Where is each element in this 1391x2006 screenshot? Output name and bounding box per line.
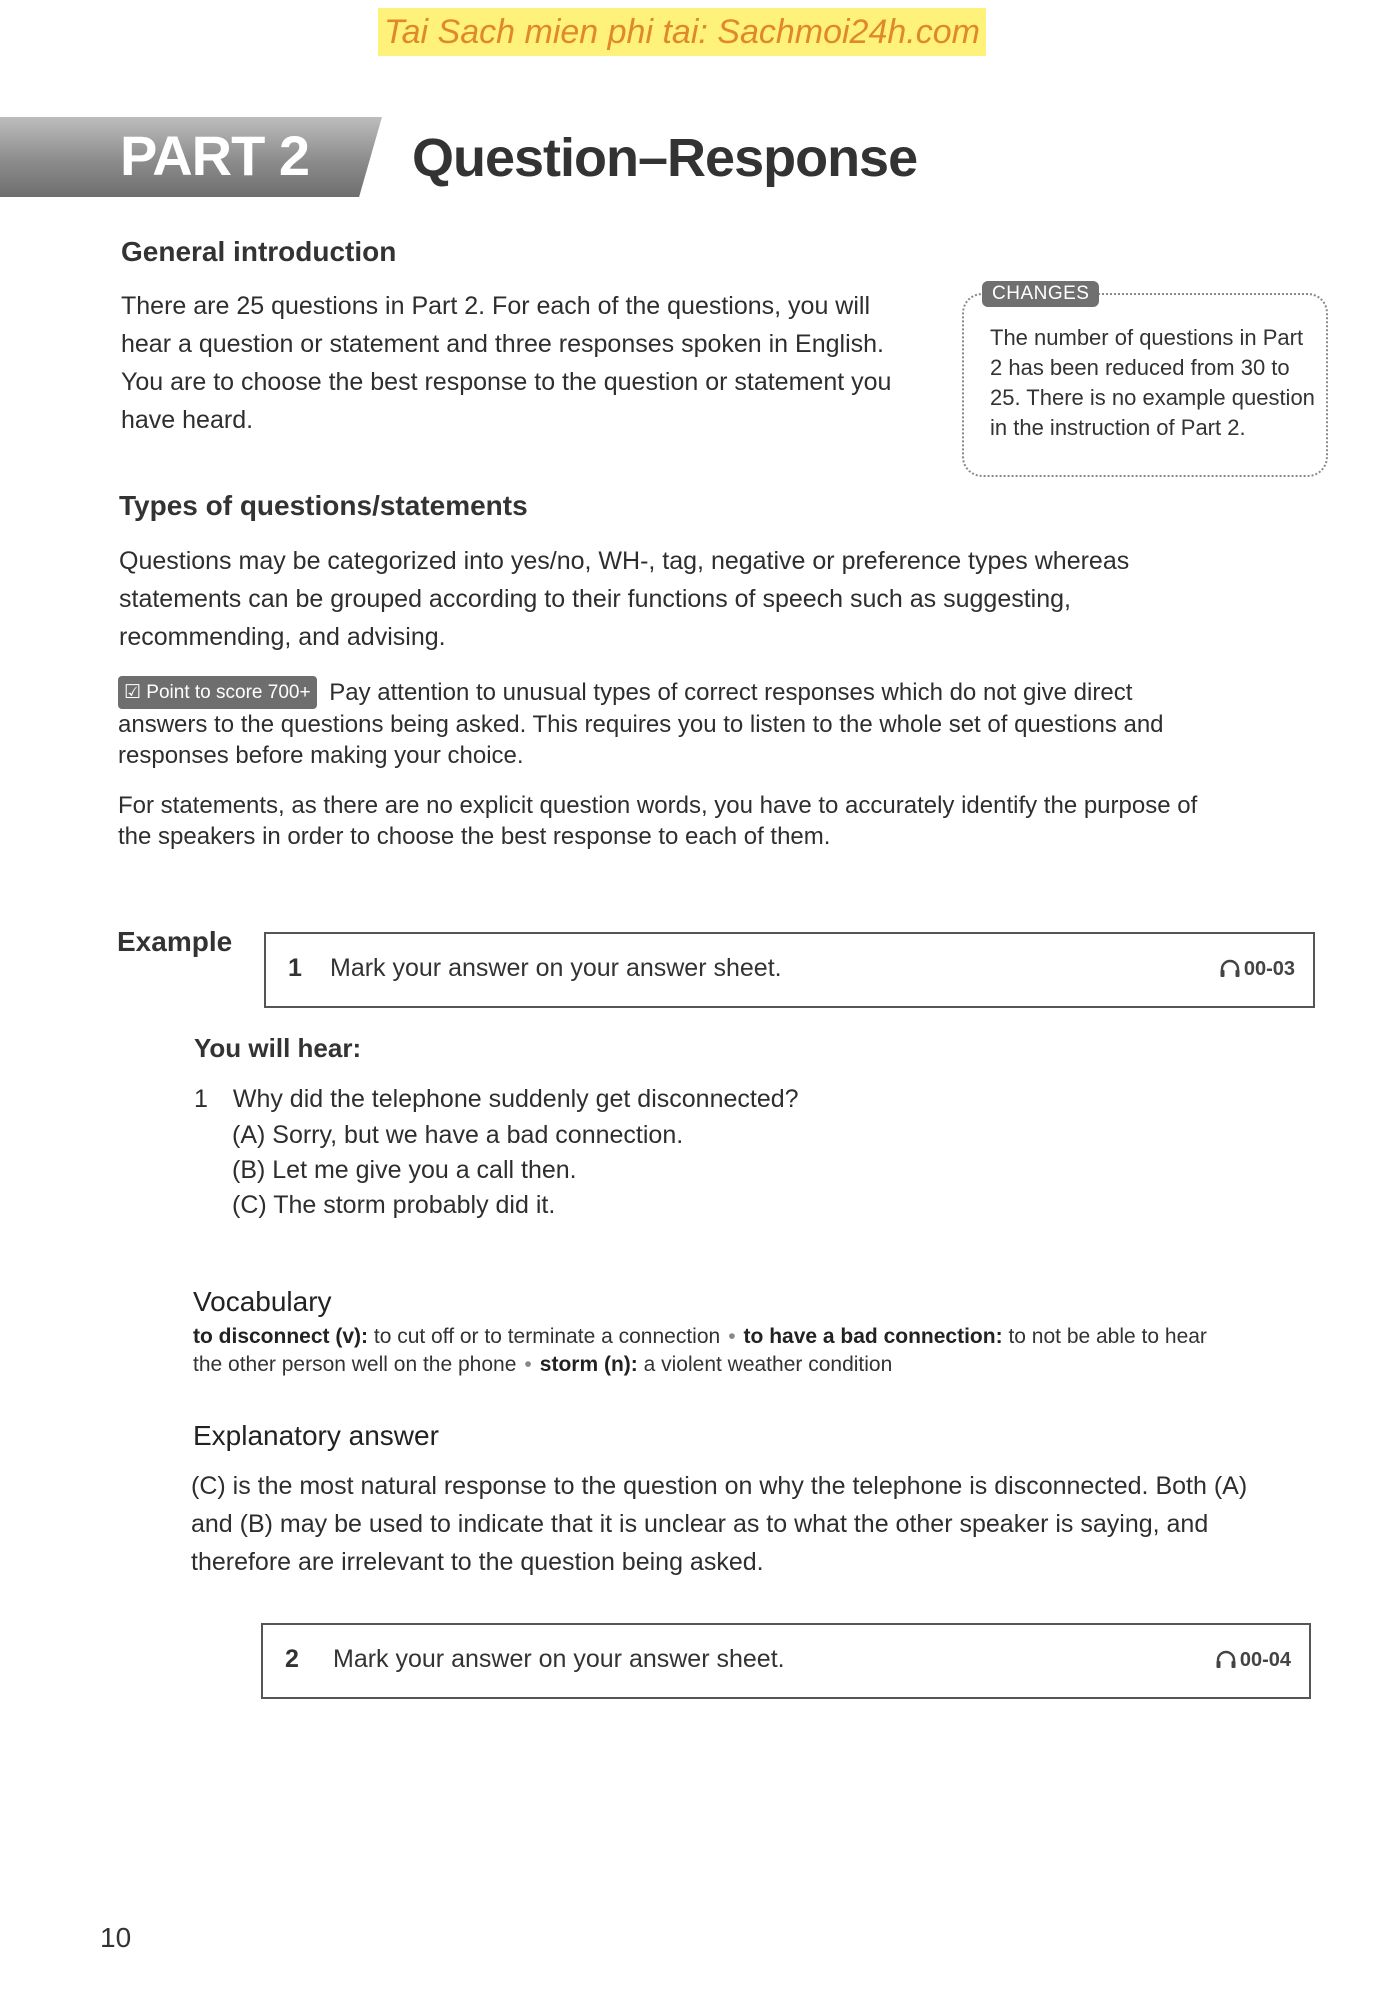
vocab-def: to not be able to hear [1008,1325,1207,1348]
changes-line: 2 has been reduced from 30 to [990,355,1290,380]
question-text: Why did the telephone suddenly get disconnected? [232,1085,799,1113]
vocab-def: a violent weather condition [643,1353,893,1376]
answer-instruction: Mark your answer on your answer sheet. [333,1645,785,1673]
vocab-def: to cut off or to terminate a connection [373,1325,721,1348]
types-paragraph [119,542,1319,656]
statements-line: For statements, as there are no explicit question words, you have to accurately identify the purpose of [118,792,1198,819]
explanatory-line: and (B) may be used to indicate that it is unclear as to what the other speaker is saying, and [191,1510,1209,1538]
bullet-separator: • [524,1353,532,1376]
changes-line: in the instruction of Part 2. [990,415,1246,440]
types-line: Questions may be categorized into yes/no, WH-, tag, negative or preference types whereas [119,547,1130,575]
tip-line: responses before making your choice. [118,742,524,769]
score-badge: ☑ Point to score 700+ [118,676,317,709]
explanatory-line: therefore are irrelevant to the question being asked. [191,1548,764,1576]
changes-text [990,323,1320,443]
option-a: (A) Sorry, but we have a bad connection. [232,1121,684,1149]
tip-paragraph [118,676,1338,771]
example-label: Example [117,926,233,957]
answer-number: 2 [285,1645,299,1673]
watermark-banner: Tai Sach mien phi tai: Sachmoi24h.com [378,8,986,56]
vocabulary-heading: Vocabulary [193,1286,332,1317]
vocabulary-list [193,1323,1323,1379]
statements-paragraph [118,790,1338,852]
vocab-term: to disconnect (v): [193,1325,369,1348]
changes-line: The number of questions in Part [990,325,1304,350]
bullet-separator: • [728,1325,736,1348]
track-number: 00-03 [1243,958,1295,980]
example-question [194,1080,1094,1223]
tip-line: answers to the questions being asked. This requires you to listen to the whole set of questions and [118,711,1164,738]
options-list [232,1118,1094,1223]
page-title: Question–Response [412,128,918,188]
answer-instruction: Mark your answer on your answer sheet. [330,954,782,982]
audio-track[interactable] [1215,1649,1291,1672]
changes-line: 25. There is no example question [990,385,1315,410]
question-number: 1 [194,1085,208,1113]
intro-line: hear a question or statement and three responses spoken in English. [121,330,884,358]
types-line: statements can be grouped according to their functions of speech such as suggesting, [119,585,1071,613]
types-line: recommending, and advising. [119,623,446,651]
headphones-icon [1219,959,1241,979]
intro-line: have heard. [121,406,254,434]
types-heading: Types of questions/statements [119,490,528,521]
explanatory-line: (C) is the most natural response to the question on why the telephone is disconnected. Both (A) [191,1472,1248,1500]
explanatory-paragraph [191,1467,1331,1581]
headphones-icon [1215,1650,1237,1670]
track-number: 00-04 [1239,1649,1291,1671]
explanatory-heading: Explanatory answer [193,1420,439,1451]
vocab-term: storm (n): [539,1353,638,1376]
answer-box-1 [264,932,1315,1008]
intro-paragraph [121,287,961,439]
tip-first-line: Pay attention to unusual types of correct responses which do not give direct [329,679,1133,706]
vocab-def: the other person well on the phone [193,1353,517,1376]
intro-line: You are to choose the best response to the question or statement you [121,368,892,396]
answer-number: 1 [288,954,302,982]
intro-heading: General introduction [121,236,397,267]
you-will-hear-heading: You will hear: [194,1033,362,1063]
option-b: (B) Let me give you a call then. [232,1156,577,1184]
option-c: (C) The storm probably did it. [232,1191,556,1219]
audio-track[interactable] [1219,958,1295,981]
intro-line: There are 25 questions in Part 2. For each of the questions, you will [121,292,871,320]
statements-line: the speakers in order to choose the best response to each of them. [118,823,831,850]
vocab-term: to have a bad connection: [743,1325,1003,1348]
answer-box-2 [261,1623,1311,1699]
changes-badge: CHANGES [982,281,1099,307]
part-label: PART 2 [120,124,309,187]
page-number: 10 [100,1922,132,1953]
